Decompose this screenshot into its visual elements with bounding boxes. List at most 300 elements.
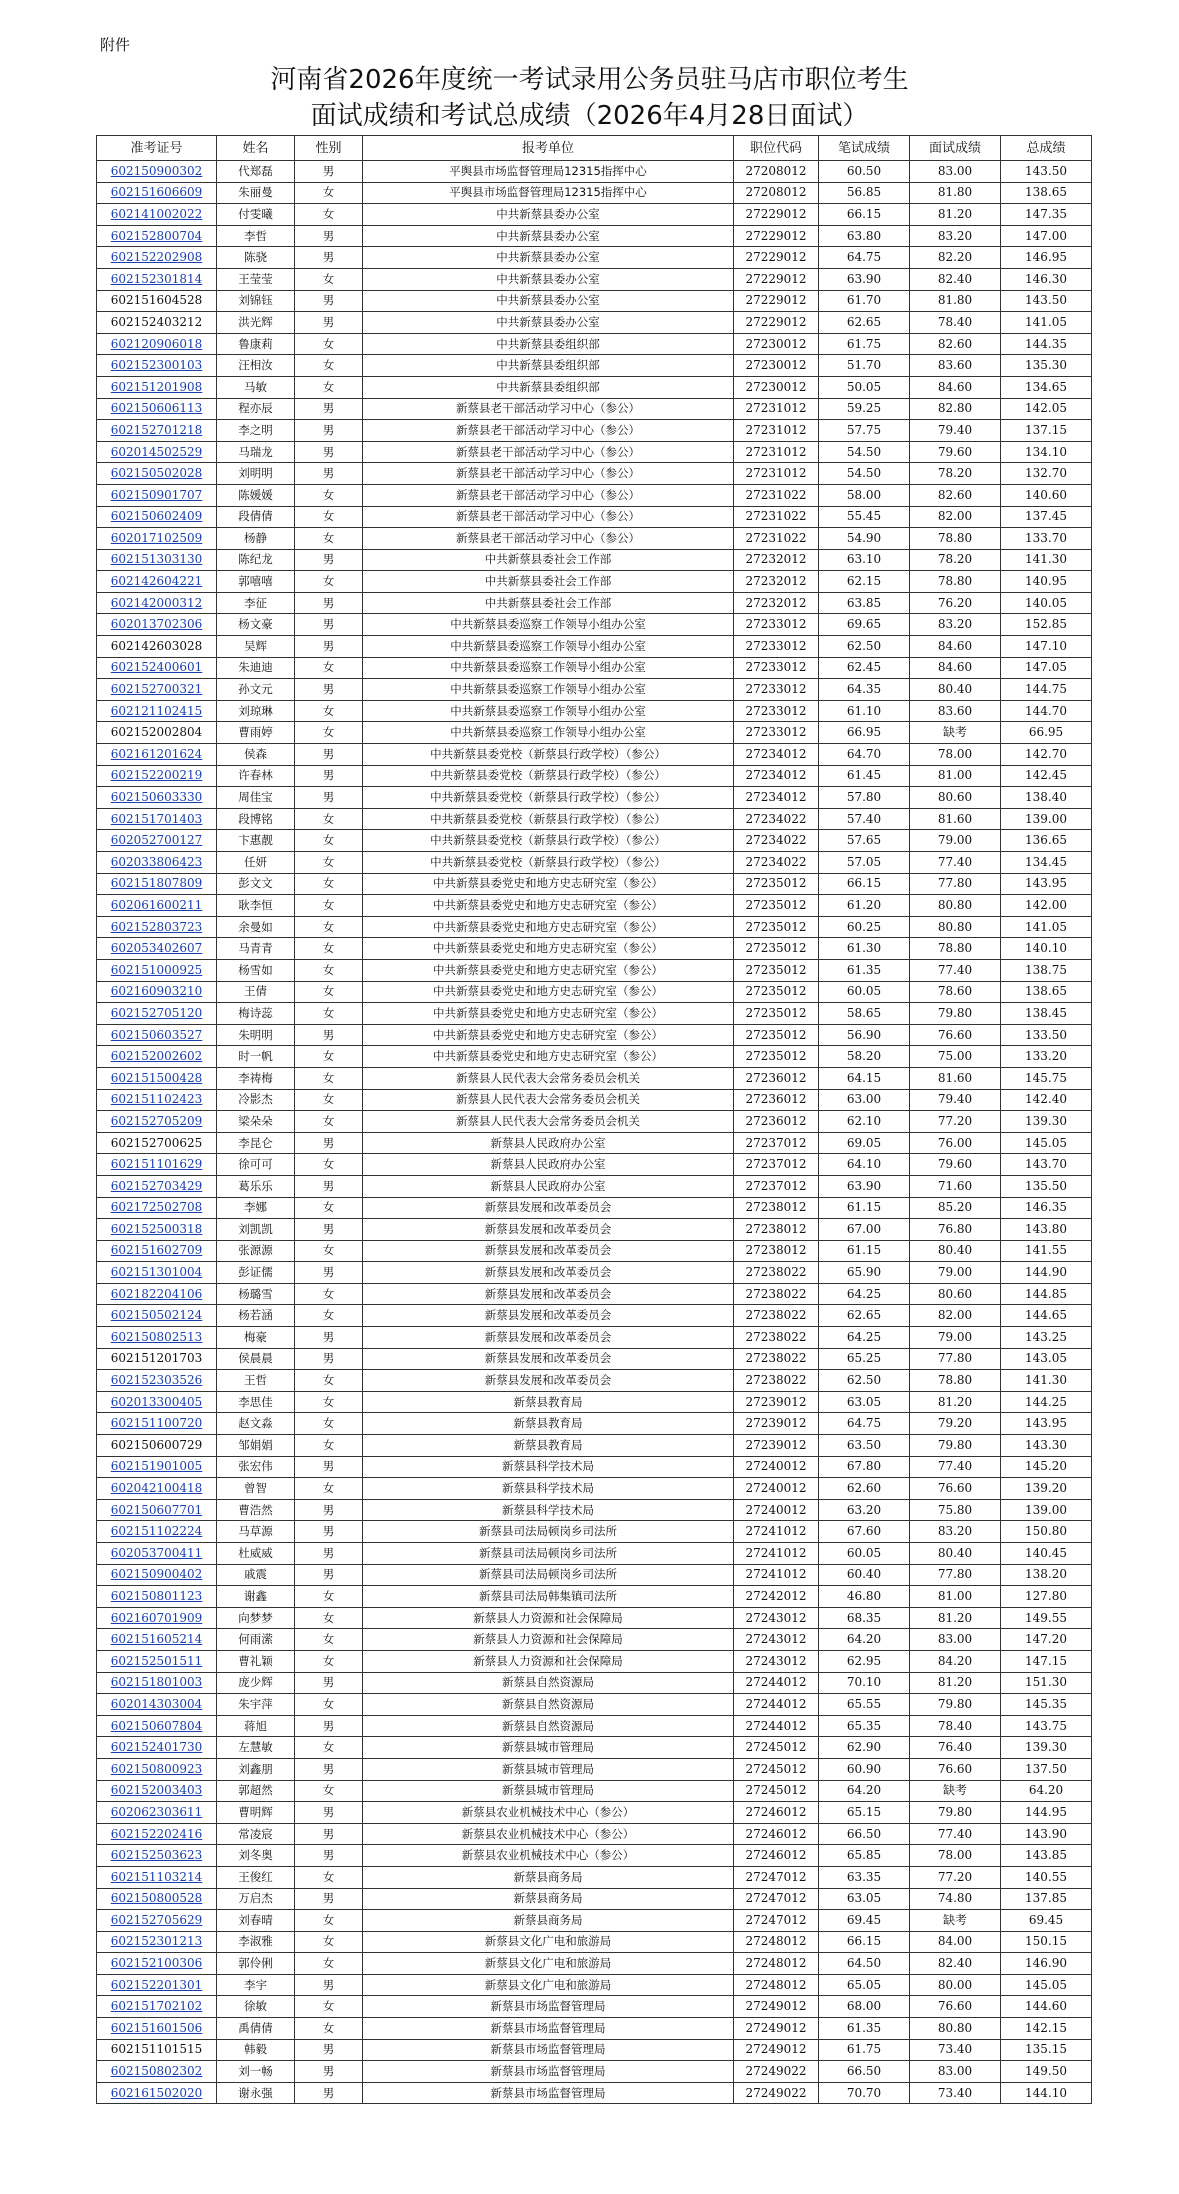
gender-cell: 女 xyxy=(295,657,363,679)
interview-score-cell: 78.80 xyxy=(910,1370,1001,1392)
interview-score-cell: 77.80 xyxy=(910,873,1001,895)
candidate-name-cell: 王哲 xyxy=(217,1370,295,1392)
interview-score-cell: 79.80 xyxy=(910,1802,1001,1824)
interview-score-cell: 77.40 xyxy=(910,1456,1001,1478)
exam-id-cell[interactable]: 602152100306 xyxy=(97,1953,217,1975)
unit-name-cell: 新蔡县自然资源局 xyxy=(363,1715,734,1737)
interview-score-cell: 75.00 xyxy=(910,1046,1001,1068)
exam-id-cell[interactable]: 602152501511 xyxy=(97,1650,217,1672)
written-score-cell: 70.70 xyxy=(819,2082,910,2104)
candidate-name-cell: 马草源 xyxy=(217,1521,295,1543)
unit-name-cell: 新蔡县司法局韩集镇司法所 xyxy=(363,1586,734,1608)
gender-cell: 女 xyxy=(295,700,363,722)
gender-cell: 女 xyxy=(295,1046,363,1068)
exam-id-cell[interactable]: 602151201908 xyxy=(97,376,217,398)
interview-score-cell: 76.00 xyxy=(910,1132,1001,1154)
interview-score-cell: 83.00 xyxy=(910,2061,1001,2083)
table-row xyxy=(97,1758,1092,1780)
position-code-cell: 27238022 xyxy=(734,1327,819,1349)
position-code-cell: 27246012 xyxy=(734,1823,819,1845)
written-score-cell: 64.15 xyxy=(819,1067,910,1089)
exam-id-cell[interactable]: 602152701218 xyxy=(97,420,217,442)
candidate-name-cell: 侯森 xyxy=(217,744,295,766)
position-code-cell: 27249012 xyxy=(734,1996,819,2018)
written-score-cell: 65.55 xyxy=(819,1694,910,1716)
exam-id-cell[interactable]: 602152303526 xyxy=(97,1370,217,1392)
exam-id-cell[interactable]: 602150900402 xyxy=(97,1564,217,1586)
exam-id-cell[interactable]: 602150607804 xyxy=(97,1715,217,1737)
unit-name-cell: 中共新蔡县委办公室 xyxy=(363,268,734,290)
exam-id-cell[interactable]: 602150602409 xyxy=(97,506,217,528)
total-score-cell: 143.85 xyxy=(1001,1845,1092,1867)
unit-name-cell: 中共新蔡县委党校（新蔡县行政学校）（参公） xyxy=(363,765,734,787)
unit-name-cell: 中共新蔡县委巡察工作领导小组办公室 xyxy=(363,657,734,679)
position-code-cell: 27229012 xyxy=(734,247,819,269)
written-score-cell: 61.10 xyxy=(819,700,910,722)
interview-score-cell: 79.40 xyxy=(910,420,1001,442)
candidate-name-cell: 侯晨晨 xyxy=(217,1348,295,1370)
position-code-cell: 27236012 xyxy=(734,1067,819,1089)
written-score-cell: 46.80 xyxy=(819,1586,910,1608)
candidate-name-cell: 杜威威 xyxy=(217,1543,295,1565)
position-code-cell: 27235012 xyxy=(734,1046,819,1068)
gender-cell: 男 xyxy=(295,161,363,183)
gender-cell: 女 xyxy=(295,1305,363,1327)
exam-id-cell[interactable]: 602150901707 xyxy=(97,484,217,506)
interview-score-cell: 81.20 xyxy=(910,204,1001,226)
total-score-cell: 140.55 xyxy=(1001,1866,1092,1888)
exam-id-cell[interactable]: 602151100720 xyxy=(97,1413,217,1435)
candidate-name-cell: 陈媛媛 xyxy=(217,484,295,506)
exam-id-cell[interactable]: 602152503623 xyxy=(97,1845,217,1867)
exam-id-cell: 602151604528 xyxy=(97,290,217,312)
exam-id-cell[interactable]: 602151901005 xyxy=(97,1456,217,1478)
candidate-name-cell: 李之明 xyxy=(217,420,295,442)
gender-cell: 女 xyxy=(295,204,363,226)
exam-id-cell[interactable]: 602053402607 xyxy=(97,938,217,960)
exam-id-cell[interactable]: 602151605214 xyxy=(97,1629,217,1651)
exam-id-cell[interactable]: 602152500318 xyxy=(97,1219,217,1241)
exam-id-cell[interactable]: 602150502028 xyxy=(97,463,217,485)
exam-id-cell[interactable]: 602120906018 xyxy=(97,333,217,355)
total-score-cell: 138.45 xyxy=(1001,1003,1092,1025)
candidate-name-cell: 杨璐雪 xyxy=(217,1283,295,1305)
exam-id-cell[interactable]: 602061600211 xyxy=(97,895,217,917)
exam-id-cell[interactable]: 602151807809 xyxy=(97,873,217,895)
table-row xyxy=(97,484,1092,506)
exam-id-cell[interactable]: 602033806423 xyxy=(97,852,217,874)
exam-id-cell[interactable]: 602150603527 xyxy=(97,1024,217,1046)
position-code-cell: 27231022 xyxy=(734,528,819,550)
exam-id-cell[interactable]: 602017102509 xyxy=(97,528,217,550)
written-score-cell: 67.60 xyxy=(819,1521,910,1543)
exam-id-cell[interactable]: 602150502124 xyxy=(97,1305,217,1327)
gender-cell: 男 xyxy=(295,1758,363,1780)
table-row xyxy=(97,1283,1092,1305)
written-score-cell: 69.05 xyxy=(819,1132,910,1154)
exam-id-cell[interactable]: 602152003403 xyxy=(97,1780,217,1802)
exam-id-cell[interactable]: 602151801003 xyxy=(97,1672,217,1694)
unit-name-cell: 新蔡县发展和改革委员会 xyxy=(363,1197,734,1219)
exam-id-cell[interactable]: 602150801123 xyxy=(97,1586,217,1608)
position-code-cell: 27208012 xyxy=(734,182,819,204)
unit-name-cell: 新蔡县发展和改革委员会 xyxy=(363,1327,734,1349)
position-code-cell: 27235012 xyxy=(734,938,819,960)
unit-name-cell: 中共新蔡县委巡察工作领导小组办公室 xyxy=(363,614,734,636)
header-exam-id: 准考证号 xyxy=(97,136,217,161)
position-code-cell: 27230012 xyxy=(734,376,819,398)
gender-cell: 男 xyxy=(295,1543,363,1565)
position-code-cell: 27235012 xyxy=(734,959,819,981)
table-row xyxy=(97,441,1092,463)
candidate-name-cell: 禹倩倩 xyxy=(217,2018,295,2040)
exam-id-cell[interactable]: 602161201624 xyxy=(97,744,217,766)
gender-cell: 女 xyxy=(295,355,363,377)
written-score-cell: 58.20 xyxy=(819,1046,910,1068)
written-score-cell: 57.75 xyxy=(819,420,910,442)
table-row xyxy=(97,1564,1092,1586)
exam-id-cell[interactable]: 602152705629 xyxy=(97,1910,217,1932)
exam-id-cell[interactable]: 602151301004 xyxy=(97,1262,217,1284)
gender-cell: 男 xyxy=(295,2039,363,2061)
exam-id-cell[interactable]: 602141002022 xyxy=(97,204,217,226)
total-score-cell: 144.25 xyxy=(1001,1391,1092,1413)
candidate-name-cell: 李娜 xyxy=(217,1197,295,1219)
gender-cell: 女 xyxy=(295,938,363,960)
exam-id-cell[interactable]: 602152803723 xyxy=(97,916,217,938)
table-body xyxy=(97,161,1092,2104)
exam-id-cell[interactable]: 602150802513 xyxy=(97,1327,217,1349)
exam-id-cell[interactable]: 602152800704 xyxy=(97,225,217,247)
exam-id-cell[interactable]: 602152400601 xyxy=(97,657,217,679)
exam-id-cell[interactable]: 602142604221 xyxy=(97,571,217,593)
gender-cell: 女 xyxy=(295,1154,363,1176)
written-score-cell: 61.70 xyxy=(819,290,910,312)
unit-name-cell: 新蔡县发展和改革委员会 xyxy=(363,1219,734,1241)
unit-name-cell: 中共新蔡县委办公室 xyxy=(363,312,734,334)
exam-id-cell[interactable]: 602161502020 xyxy=(97,2082,217,2104)
header-total-score: 总成绩 xyxy=(1001,136,1092,161)
candidate-name-cell: 谢鑫 xyxy=(217,1586,295,1608)
interview-score-cell: 80.00 xyxy=(910,1974,1001,1996)
table-row xyxy=(97,657,1092,679)
written-score-cell: 63.05 xyxy=(819,1888,910,1910)
candidate-name-cell: 曾智 xyxy=(217,1478,295,1500)
exam-id-cell[interactable]: 602151102423 xyxy=(97,1089,217,1111)
total-score-cell: 143.70 xyxy=(1001,1154,1092,1176)
interview-score-cell: 81.60 xyxy=(910,808,1001,830)
position-code-cell: 27240012 xyxy=(734,1456,819,1478)
exam-id-cell[interactable]: 602062303611 xyxy=(97,1802,217,1824)
position-code-cell: 27249012 xyxy=(734,2018,819,2040)
table-row xyxy=(97,1650,1092,1672)
exam-id-cell[interactable]: 602014502529 xyxy=(97,441,217,463)
unit-name-cell: 新蔡县发展和改革委员会 xyxy=(363,1348,734,1370)
position-code-cell: 27248012 xyxy=(734,1974,819,1996)
written-score-cell: 63.90 xyxy=(819,268,910,290)
unit-name-cell: 新蔡县老干部活动学习中心（参公） xyxy=(363,484,734,506)
unit-name-cell: 新蔡县城市管理局 xyxy=(363,1737,734,1759)
table-row xyxy=(97,765,1092,787)
interview-score-cell: 77.40 xyxy=(910,959,1001,981)
total-score-cell: 141.05 xyxy=(1001,312,1092,334)
table-row xyxy=(97,1672,1092,1694)
table-row xyxy=(97,1931,1092,1953)
position-code-cell: 27235012 xyxy=(734,981,819,1003)
written-score-cell: 63.85 xyxy=(819,592,910,614)
table-row xyxy=(97,2018,1092,2040)
exam-id-cell[interactable]: 602150603330 xyxy=(97,787,217,809)
unit-name-cell: 中共新蔡县委社会工作部 xyxy=(363,571,734,593)
exam-id-cell[interactable]: 602042100418 xyxy=(97,1478,217,1500)
exam-id-cell[interactable]: 602152401730 xyxy=(97,1737,217,1759)
gender-cell: 男 xyxy=(295,247,363,269)
exam-id-cell[interactable]: 602014303004 xyxy=(97,1694,217,1716)
exam-id-cell[interactable]: 602151000925 xyxy=(97,959,217,981)
table-row xyxy=(97,247,1092,269)
written-score-cell: 61.15 xyxy=(819,1197,910,1219)
gender-cell: 男 xyxy=(295,787,363,809)
exam-id-cell[interactable]: 602160903210 xyxy=(97,981,217,1003)
gender-cell: 女 xyxy=(295,1866,363,1888)
position-code-cell: 27231012 xyxy=(734,420,819,442)
candidate-name-cell: 马敏 xyxy=(217,376,295,398)
unit-name-cell: 新蔡县商务局 xyxy=(363,1910,734,1932)
unit-name-cell: 新蔡县科学技术局 xyxy=(363,1456,734,1478)
position-code-cell: 27244012 xyxy=(734,1715,819,1737)
exam-id-cell[interactable]: 602121102415 xyxy=(97,700,217,722)
unit-name-cell: 中共新蔡县委组织部 xyxy=(363,355,734,377)
exam-id-cell[interactable]: 602150900302 xyxy=(97,161,217,183)
unit-name-cell: 中共新蔡县委党史和地方史志研究室（参公） xyxy=(363,1024,734,1046)
exam-id-cell[interactable]: 602150800528 xyxy=(97,1888,217,1910)
candidate-name-cell: 张源源 xyxy=(217,1240,295,1262)
exam-id-cell[interactable]: 602151103214 xyxy=(97,1866,217,1888)
exam-id-cell[interactable]: 602182204106 xyxy=(97,1283,217,1305)
exam-id-cell[interactable]: 602150607701 xyxy=(97,1499,217,1521)
total-score-cell: 137.45 xyxy=(1001,506,1092,528)
gender-cell: 男 xyxy=(295,1672,363,1694)
candidate-name-cell: 徐可可 xyxy=(217,1154,295,1176)
gender-cell: 女 xyxy=(295,1931,363,1953)
table-row xyxy=(97,1456,1092,1478)
exam-id-cell[interactable]: 602152705120 xyxy=(97,1003,217,1025)
interview-score-cell: 76.60 xyxy=(910,1996,1001,2018)
exam-id-cell: 602152002804 xyxy=(97,722,217,744)
exam-id-cell[interactable]: 602152201301 xyxy=(97,1974,217,1996)
interview-score-cell: 76.40 xyxy=(910,1737,1001,1759)
interview-score-cell: 78.80 xyxy=(910,571,1001,593)
table-row xyxy=(97,1219,1092,1241)
exam-id-cell[interactable]: 602150606113 xyxy=(97,398,217,420)
gender-cell: 女 xyxy=(295,571,363,593)
written-score-cell: 54.90 xyxy=(819,528,910,550)
candidate-name-cell: 万启杰 xyxy=(217,1888,295,1910)
interview-score-cell: 84.60 xyxy=(910,636,1001,658)
table-row xyxy=(97,592,1092,614)
interview-score-cell: 81.00 xyxy=(910,1586,1001,1608)
total-score-cell: 138.20 xyxy=(1001,1564,1092,1586)
position-code-cell: 27231012 xyxy=(734,463,819,485)
unit-name-cell: 中共新蔡县委党史和地方史志研究室（参公） xyxy=(363,981,734,1003)
table-row xyxy=(97,895,1092,917)
exam-id-cell[interactable]: 602052700127 xyxy=(97,830,217,852)
unit-name-cell: 新蔡县发展和改革委员会 xyxy=(363,1283,734,1305)
written-score-cell: 64.70 xyxy=(819,744,910,766)
interview-score-cell: 79.20 xyxy=(910,1413,1001,1435)
attachment-label: 附件 xyxy=(100,36,131,54)
written-score-cell: 56.85 xyxy=(819,182,910,204)
candidate-name-cell: 刘冬奥 xyxy=(217,1845,295,1867)
unit-name-cell: 新蔡县商务局 xyxy=(363,1888,734,1910)
table-header-row xyxy=(97,136,1092,161)
candidate-name-cell: 刘一畅 xyxy=(217,2061,295,2083)
table-row xyxy=(97,981,1092,1003)
written-score-cell: 63.50 xyxy=(819,1435,910,1457)
table-row xyxy=(97,1478,1092,1500)
header-interview-score: 面试成绩 xyxy=(910,136,1001,161)
candidate-name-cell: 李征 xyxy=(217,592,295,614)
candidate-name-cell: 何雨潆 xyxy=(217,1629,295,1651)
exam-id-cell[interactable]: 602151101629 xyxy=(97,1154,217,1176)
table-row xyxy=(97,549,1092,571)
score-table xyxy=(96,135,1092,2104)
written-score-cell: 62.95 xyxy=(819,1650,910,1672)
exam-id-cell[interactable]: 602152002602 xyxy=(97,1046,217,1068)
gender-cell: 男 xyxy=(295,1327,363,1349)
unit-name-cell: 中共新蔡县委巡察工作领导小组办公室 xyxy=(363,636,734,658)
written-score-cell: 63.80 xyxy=(819,225,910,247)
position-code-cell: 27229012 xyxy=(734,204,819,226)
written-score-cell: 65.25 xyxy=(819,1348,910,1370)
gender-cell: 男 xyxy=(295,1715,363,1737)
gender-cell: 男 xyxy=(295,1499,363,1521)
unit-name-cell: 中共新蔡县委办公室 xyxy=(363,247,734,269)
total-score-cell: 147.35 xyxy=(1001,204,1092,226)
exam-id-cell[interactable]: 602150802302 xyxy=(97,2061,217,2083)
gender-cell: 女 xyxy=(295,1478,363,1500)
exam-id-cell[interactable]: 602150800923 xyxy=(97,1758,217,1780)
table-row xyxy=(97,1413,1092,1435)
position-code-cell: 27230012 xyxy=(734,333,819,355)
total-score-cell: 142.00 xyxy=(1001,895,1092,917)
unit-name-cell: 新蔡县教育局 xyxy=(363,1435,734,1457)
table-row xyxy=(97,808,1092,830)
gender-cell: 男 xyxy=(295,1219,363,1241)
unit-name-cell: 新蔡县老干部活动学习中心（参公） xyxy=(363,506,734,528)
total-score-cell: 146.95 xyxy=(1001,247,1092,269)
unit-name-cell: 新蔡县市场监督管理局 xyxy=(363,2061,734,2083)
exam-id-cell[interactable]: 602152200219 xyxy=(97,765,217,787)
table-row xyxy=(97,1003,1092,1025)
exam-id-cell[interactable]: 602151606609 xyxy=(97,182,217,204)
exam-id-cell[interactable]: 602152703429 xyxy=(97,1175,217,1197)
exam-id-cell[interactable]: 602152300103 xyxy=(97,355,217,377)
unit-name-cell: 新蔡县城市管理局 xyxy=(363,1758,734,1780)
exam-id-cell[interactable]: 602151702102 xyxy=(97,1996,217,2018)
exam-id-cell[interactable]: 602152202416 xyxy=(97,1823,217,1845)
exam-id-cell[interactable]: 602151303130 xyxy=(97,549,217,571)
unit-name-cell: 新蔡县人力资源和社会保障局 xyxy=(363,1629,734,1651)
exam-id-cell[interactable]: 602160701909 xyxy=(97,1607,217,1629)
unit-name-cell: 新蔡县文化广电和旅游局 xyxy=(363,1931,734,1953)
unit-name-cell: 新蔡县自然资源局 xyxy=(363,1672,734,1694)
exam-id-cell[interactable]: 602151500428 xyxy=(97,1067,217,1089)
position-code-cell: 27235012 xyxy=(734,916,819,938)
exam-id-cell[interactable]: 602013300405 xyxy=(97,1391,217,1413)
position-code-cell: 27238012 xyxy=(734,1197,819,1219)
exam-id-cell[interactable]: 602172502708 xyxy=(97,1197,217,1219)
gender-cell: 女 xyxy=(295,808,363,830)
candidate-name-cell: 郭超然 xyxy=(217,1780,295,1802)
interview-score-cell: 81.20 xyxy=(910,1607,1001,1629)
total-score-cell: 143.25 xyxy=(1001,1327,1092,1349)
exam-id-cell[interactable]: 602152301814 xyxy=(97,268,217,290)
exam-id-cell[interactable]: 602142000312 xyxy=(97,592,217,614)
total-score-cell: 143.05 xyxy=(1001,1348,1092,1370)
written-score-cell: 57.65 xyxy=(819,830,910,852)
exam-id-cell[interactable]: 602151602709 xyxy=(97,1240,217,1262)
exam-id-cell[interactable]: 602152705209 xyxy=(97,1111,217,1133)
exam-id-cell[interactable]: 602151701403 xyxy=(97,808,217,830)
interview-score-cell: 缺考 xyxy=(910,1910,1001,1932)
written-score-cell: 51.70 xyxy=(819,355,910,377)
table-row xyxy=(97,312,1092,334)
exam-id-cell[interactable]: 602152700321 xyxy=(97,679,217,701)
exam-id-cell[interactable]: 602151102224 xyxy=(97,1521,217,1543)
total-score-cell: 152.85 xyxy=(1001,614,1092,636)
gender-cell: 男 xyxy=(295,312,363,334)
candidate-name-cell: 段博铭 xyxy=(217,808,295,830)
exam-id-cell[interactable]: 602053700411 xyxy=(97,1543,217,1565)
unit-name-cell: 新蔡县发展和改革委员会 xyxy=(363,1370,734,1392)
position-code-cell: 27231012 xyxy=(734,398,819,420)
position-code-cell: 27233012 xyxy=(734,679,819,701)
position-code-cell: 27235012 xyxy=(734,1003,819,1025)
header-gender: 性别 xyxy=(295,136,363,161)
position-code-cell: 27245012 xyxy=(734,1737,819,1759)
table-row xyxy=(97,204,1092,226)
written-score-cell: 59.25 xyxy=(819,398,910,420)
exam-id-cell[interactable]: 602152202908 xyxy=(97,247,217,269)
exam-id-cell[interactable]: 602152301213 xyxy=(97,1931,217,1953)
position-code-cell: 27247012 xyxy=(734,1910,819,1932)
written-score-cell: 66.50 xyxy=(819,1823,910,1845)
interview-score-cell: 74.80 xyxy=(910,1888,1001,1910)
interview-score-cell: 80.80 xyxy=(910,2018,1001,2040)
unit-name-cell: 新蔡县农业机械技术中心（参公） xyxy=(363,1823,734,1845)
table-row xyxy=(97,1499,1092,1521)
interview-score-cell: 80.80 xyxy=(910,916,1001,938)
written-score-cell: 65.85 xyxy=(819,1845,910,1867)
position-code-cell: 27234022 xyxy=(734,852,819,874)
exam-id-cell[interactable]: 602013702306 xyxy=(97,614,217,636)
interview-score-cell: 79.80 xyxy=(910,1435,1001,1457)
position-code-cell: 27208012 xyxy=(734,161,819,183)
unit-name-cell: 新蔡县人民代表大会常务委员会机关 xyxy=(363,1111,734,1133)
unit-name-cell: 新蔡县市场监督管理局 xyxy=(363,2039,734,2061)
interview-score-cell: 77.20 xyxy=(910,1111,1001,1133)
candidate-name-cell: 周佳宝 xyxy=(217,787,295,809)
gender-cell: 女 xyxy=(295,1003,363,1025)
position-code-cell: 27237012 xyxy=(734,1175,819,1197)
gender-cell: 女 xyxy=(295,1089,363,1111)
written-score-cell: 66.15 xyxy=(819,204,910,226)
table-row xyxy=(97,1953,1092,1975)
candidate-name-cell: 李思佳 xyxy=(217,1391,295,1413)
position-code-cell: 27246012 xyxy=(734,1845,819,1867)
exam-id-cell[interactable]: 602151601506 xyxy=(97,2018,217,2040)
